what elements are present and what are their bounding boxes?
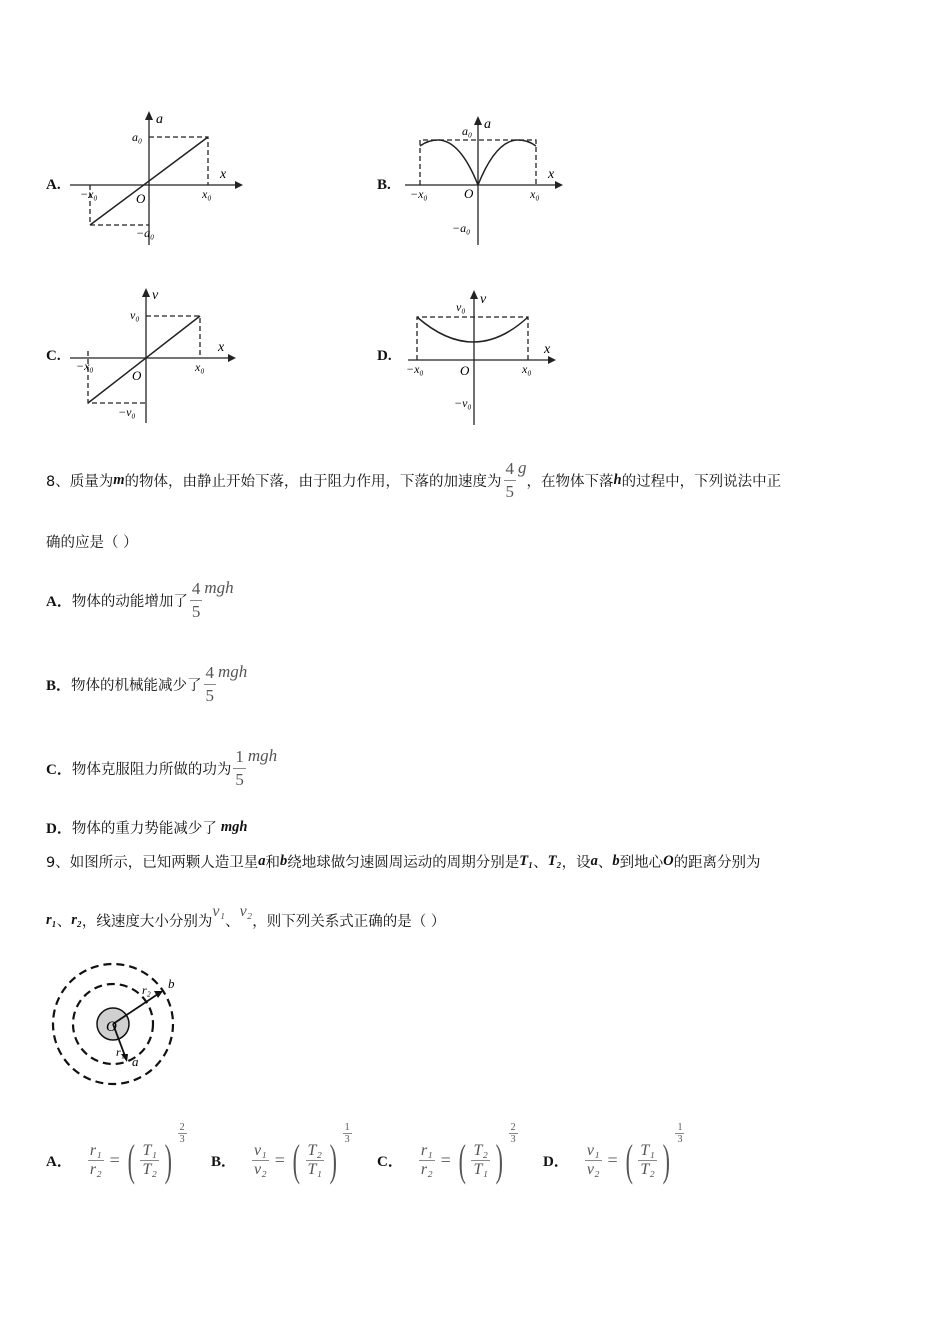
equals-sign: =: [274, 1149, 285, 1170]
origin-label: O: [460, 363, 470, 378]
tick-label: x₀: [195, 360, 205, 374]
tick-label: −x₀: [410, 187, 428, 201]
r1-label: r₁: [116, 1045, 125, 1059]
option-text: 物体克服阻力所做的功为: [71, 761, 232, 778]
tick-label: −x₀: [80, 187, 98, 201]
tick-label: −v₀: [454, 396, 472, 410]
option-mgh: mgh: [220, 819, 248, 835]
q9-var-T2: T₂: [547, 853, 562, 869]
fraction-numerator: T₁: [142, 1141, 157, 1159]
fraction-denominator: 3: [510, 1134, 516, 1145]
option-text: 物体的动能增加了: [71, 593, 188, 610]
sat-b-label: b: [168, 976, 175, 991]
q9-and: 和: [265, 855, 280, 871]
option-fraction: [233, 746, 246, 791]
q8-height-var: h: [613, 471, 622, 488]
axis-label: x: [544, 342, 551, 357]
q9-sep: 、: [597, 855, 613, 871]
right-paren: ): [164, 1135, 172, 1185]
fraction-denominator: T₂: [142, 1160, 157, 1178]
fraction-numerator: r₁: [420, 1141, 433, 1159]
q7-graph-d: [400, 285, 570, 430]
exponent-fraction: [509, 1122, 518, 1145]
fraction-numerator: 1: [235, 746, 244, 766]
equals-sign: =: [607, 1149, 618, 1170]
option-mgh: mgh: [218, 662, 248, 681]
tick-label: x₀: [522, 362, 532, 376]
q8-stem-part4: 的过程中，下列说法中正: [621, 473, 782, 490]
q9-stem-line2-end: ，则下列关系式正确的是（ ）: [252, 913, 446, 930]
q9-stem-line2-mid: ，线速度大小分别为: [81, 913, 213, 930]
tick-label: x₀: [530, 187, 540, 201]
q9-var-a: a: [258, 853, 266, 869]
fraction-numerator: 2: [510, 1122, 516, 1133]
q9-stem-part2: 绕地球做匀速圆周运动的周期分别是: [287, 855, 520, 871]
rhs-fraction: [140, 1142, 158, 1179]
fraction-numerator: 1: [677, 1122, 683, 1133]
tick-label: −x₀: [406, 362, 424, 376]
q7-graph-a: [60, 105, 250, 255]
lhs-fraction: [88, 1142, 104, 1179]
fraction-numerator: T₂: [307, 1141, 322, 1159]
rhs-fraction: [306, 1142, 324, 1179]
origin-label: O: [464, 186, 474, 201]
axis-label: a: [484, 117, 491, 132]
fraction-numerator: 4: [505, 458, 515, 478]
center-label: O: [106, 1019, 117, 1035]
r2-label: r₂: [142, 983, 151, 997]
option-label: A．: [46, 593, 72, 610]
fraction-denominator: r₂: [89, 1160, 102, 1178]
right-paren: ): [495, 1135, 503, 1185]
lhs-fraction: [252, 1142, 269, 1179]
q8-stem-part1: 8、质量为: [46, 473, 114, 490]
tick-label: −a₀: [136, 226, 155, 240]
fraction-denominator: v₂: [254, 1160, 267, 1178]
q9-var-a: a: [590, 853, 598, 869]
q9-orbit-diagram: [50, 958, 185, 1093]
sat-a-label: a: [132, 1054, 139, 1069]
axis-label: x: [220, 167, 227, 182]
tick-label: x₀: [202, 187, 212, 201]
q9-option-d[interactable]: [543, 1120, 686, 1200]
q8-stem-line2: 确的应是（ ）: [46, 535, 138, 551]
tick-label: −v₀: [118, 405, 136, 419]
axis-label: v: [480, 292, 487, 307]
q8-mass-var: m: [113, 471, 125, 488]
q9-stem-part5: 的距离分别为: [673, 855, 761, 871]
lhs-fraction: [419, 1142, 435, 1179]
tick-label: v₀: [130, 308, 140, 322]
rhs-fraction: [638, 1142, 656, 1179]
fraction-denominator: r₂: [420, 1160, 433, 1178]
fraction-numerator: 1: [344, 1122, 350, 1133]
q8-g-var: g: [518, 458, 527, 477]
q7-option-d-label: D.: [377, 348, 392, 364]
fraction-numerator: 4: [205, 662, 215, 682]
q9-var-b: b: [279, 853, 288, 869]
rhs-fraction: [471, 1142, 489, 1179]
q7-graph-b: [400, 110, 570, 250]
fraction-denominator: T₂: [640, 1160, 655, 1178]
fraction-numerator: 4: [191, 578, 201, 598]
tick-label: a₀: [132, 130, 143, 144]
option-label: C．: [46, 761, 72, 778]
tick-label: v₀: [456, 300, 466, 314]
fraction-denominator: 3: [179, 1134, 185, 1145]
q7-option-b-label: B.: [377, 177, 391, 193]
q9-sep: 、: [533, 855, 548, 871]
exponent-fraction: [675, 1122, 684, 1145]
fraction-numerator: r₁: [89, 1141, 102, 1159]
exponent-fraction: [178, 1122, 187, 1145]
right-paren: ): [329, 1135, 337, 1185]
right-paren: ): [662, 1135, 670, 1185]
q8-accel-fraction: [504, 458, 517, 503]
axis-label: v: [152, 288, 159, 303]
q8-stem: [46, 445, 781, 515]
q9-var-T1: T₁: [519, 853, 534, 869]
fraction-numerator: T₂: [473, 1141, 488, 1159]
fraction-denominator: 5: [505, 481, 515, 501]
axis-label: x: [548, 167, 555, 182]
q8-option-d[interactable]: [46, 817, 247, 838]
option-label: B．: [211, 1153, 237, 1170]
tick-label: −x₀: [76, 359, 94, 373]
option-text: 物体的机械能减少了: [71, 677, 202, 694]
q8-stem-part3: ，在物体下落: [526, 473, 614, 490]
option-text: 物体的重力势能减少了: [71, 821, 217, 837]
q9-stem-part4: 到地心: [619, 855, 664, 871]
option-label: C．: [377, 1153, 403, 1170]
q9-option-a[interactable]: [46, 1120, 189, 1200]
fraction-denominator: 5: [205, 685, 215, 705]
q9-var-r2: r₂: [71, 911, 82, 928]
option-fraction: [190, 578, 203, 623]
option-label: A．: [46, 1153, 72, 1170]
q7-option-c-label: C.: [46, 348, 61, 364]
fraction-denominator: 3: [677, 1134, 683, 1145]
tick-label: a₀: [462, 124, 473, 138]
fraction-denominator: 3: [344, 1134, 350, 1145]
option-mgh: mgh: [204, 578, 234, 597]
origin-label: O: [136, 191, 146, 206]
fraction-denominator: 5: [235, 769, 244, 789]
axis-label: a: [156, 112, 163, 127]
left-paren: (: [292, 1135, 300, 1185]
equals-sign: =: [440, 1149, 451, 1170]
option-label: D．: [543, 1153, 569, 1170]
option-mgh: mgh: [247, 746, 278, 765]
left-paren: (: [127, 1135, 135, 1185]
option-fraction: [204, 662, 217, 707]
q9-sep: 、: [225, 913, 240, 930]
q7-option-a-label: A.: [46, 177, 61, 193]
axis-label: x: [218, 340, 225, 355]
tick-label: −a₀: [452, 221, 471, 235]
fraction-denominator: 5: [191, 601, 201, 621]
left-paren: (: [458, 1135, 466, 1185]
equals-sign: =: [109, 1149, 120, 1170]
q9-var-r1: r₁: [46, 911, 57, 928]
fraction-numerator: v₁: [254, 1141, 267, 1159]
fraction-denominator: T₁: [307, 1160, 322, 1178]
lhs-fraction: [585, 1142, 602, 1179]
fraction-denominator: T₁: [473, 1160, 488, 1178]
q9-stem: [46, 851, 761, 872]
q9-var-v1: v₁: [212, 903, 226, 920]
fraction-numerator: T₁: [640, 1141, 655, 1159]
left-paren: (: [625, 1135, 633, 1185]
fraction-denominator: v₂: [586, 1160, 600, 1178]
q9-var-v2: v₂: [239, 903, 253, 920]
exponent-fraction: [343, 1122, 352, 1145]
q9-sep: 、: [56, 913, 72, 930]
q9-stem-line2: [46, 900, 445, 940]
q8-option-b[interactable]: [46, 649, 247, 719]
q9-var-b: b: [612, 853, 620, 869]
option-label: D．: [46, 821, 72, 837]
fraction-numerator: v₁: [586, 1141, 600, 1159]
q8-option-c[interactable]: [46, 733, 277, 803]
q8-stem-part2: 的物体，由静止开始下落，由于阻力作用，下落的加速度为: [124, 473, 502, 490]
q7-graph-c: [60, 283, 250, 428]
origin-label: O: [132, 368, 142, 383]
q9-stem-part1: 9、如图所示，已知两颗人造卫星: [46, 855, 259, 871]
q9-option-b[interactable]: [211, 1120, 354, 1200]
option-label: B．: [46, 677, 72, 694]
q9-var-O: O: [663, 853, 674, 869]
q9-option-c[interactable]: [377, 1120, 520, 1200]
q8-option-a[interactable]: [46, 565, 234, 635]
fraction-numerator: 2: [179, 1122, 185, 1133]
q9-stem-part3: ，设: [561, 855, 591, 871]
